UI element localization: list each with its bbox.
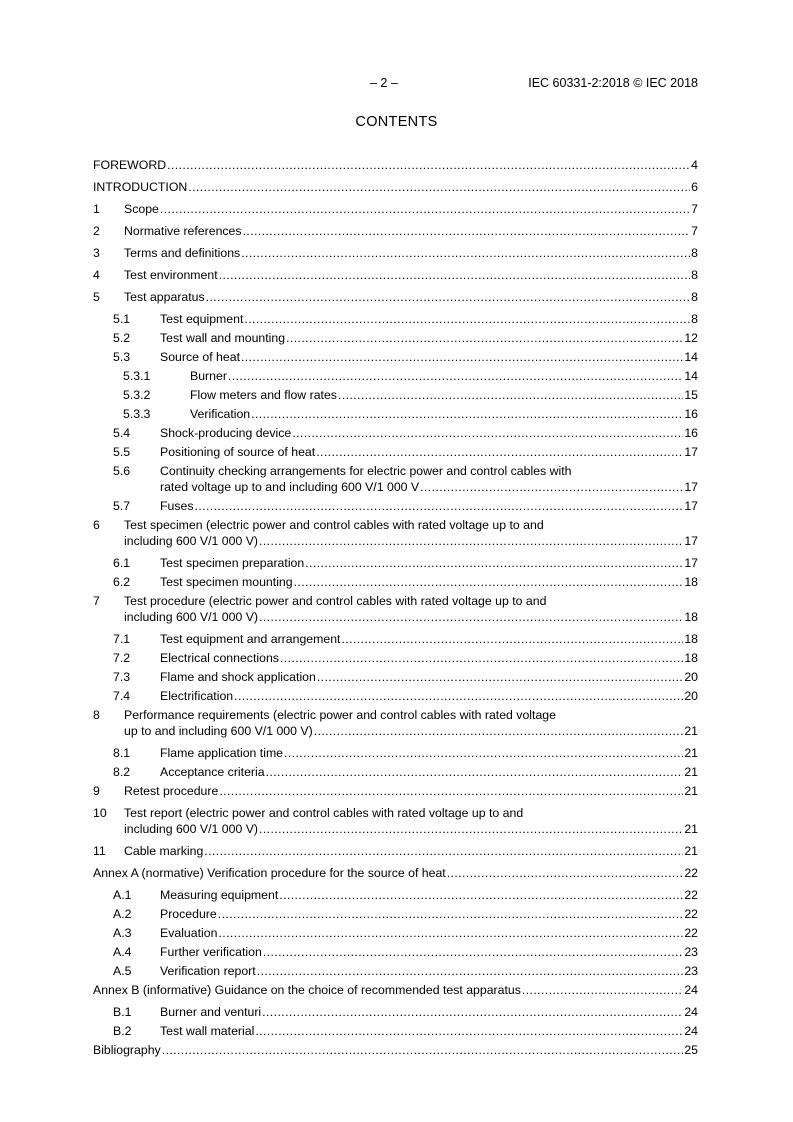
toc-number: 5 [93, 290, 100, 304]
toc-number: B.2 [113, 1024, 132, 1038]
toc-title-continued: including 600 V/1 000 V) [124, 610, 258, 624]
dot-leader [188, 179, 690, 195]
dot-leader [262, 1004, 683, 1020]
toc-page-number: 21 [684, 784, 698, 798]
toc-entry[interactable] [93, 593, 698, 625]
toc-title: Test wall material [160, 1024, 255, 1038]
toc-page-number: 23 [684, 945, 698, 959]
toc-page-number: 17 [684, 556, 698, 570]
dot-leader [420, 479, 683, 495]
toc-page-number: 8 [691, 246, 698, 260]
toc-title: Burner [190, 369, 227, 383]
toc-title: Continuity checking arrangements for electric power and control cables with [160, 464, 572, 478]
toc-number: 1 [93, 202, 100, 216]
toc-number: 5.3 [113, 350, 131, 364]
toc-page-number: 21 [684, 822, 698, 836]
toc-page-number: 18 [684, 651, 698, 665]
toc-page-number: 24 [684, 1024, 698, 1038]
toc-entry[interactable] [93, 498, 698, 514]
dot-leader [284, 745, 683, 761]
toc-number: 8 [93, 708, 100, 722]
dot-leader [305, 555, 683, 571]
dot-leader [195, 498, 684, 514]
dot-leader [251, 406, 683, 422]
toc-page-number: 24 [684, 1005, 698, 1019]
toc-title: Flame application time [160, 746, 284, 760]
toc-page-number: 8 [691, 290, 698, 304]
toc-title: FOREWORD [93, 158, 167, 172]
toc-entry[interactable] [93, 925, 698, 941]
toc-page-number: 12 [684, 331, 698, 345]
toc-page-number: 14 [684, 350, 698, 364]
toc-page-number: 22 [684, 888, 698, 902]
toc-title: Source of heat [160, 350, 240, 364]
toc-title: Annex A (normative) Verification procedure for the source of heat [93, 866, 446, 880]
toc-entry[interactable] [93, 574, 698, 590]
toc-entry[interactable] [93, 707, 698, 739]
toc-title: Test equipment and arrangement [160, 632, 341, 646]
toc-entry[interactable] [93, 906, 698, 922]
toc-number: A.2 [113, 907, 132, 921]
toc-title: Positioning of source of heat [160, 445, 316, 459]
toc-title: Electrification [160, 689, 234, 703]
toc-entry[interactable] [93, 783, 698, 799]
toc-entry[interactable] [93, 805, 698, 837]
toc-page-number: 18 [684, 575, 698, 589]
toc-entry[interactable] [93, 764, 698, 780]
toc-title: Test specimen preparation [160, 556, 305, 570]
toc-title: Burner and venturi [160, 1005, 262, 1019]
dot-leader [255, 1023, 683, 1039]
dot-leader [241, 245, 690, 261]
toc-page-number: 21 [684, 844, 698, 858]
toc-entry[interactable] [93, 157, 698, 173]
dot-leader [259, 821, 683, 837]
toc-number: 9 [93, 784, 100, 798]
toc-title-continued: up to and including 600 V/1 000 V) [124, 724, 313, 738]
toc-title: Test specimen mounting [160, 575, 293, 589]
dot-leader [316, 444, 683, 460]
toc-title: Cable marking [124, 844, 204, 858]
toc-page-number: 16 [684, 407, 698, 421]
toc-title: Flame and shock application [160, 670, 316, 684]
dot-leader [341, 631, 683, 647]
toc-page-number: 23 [684, 964, 698, 978]
dot-leader [263, 944, 683, 960]
toc-title: Test environment [124, 268, 218, 282]
toc-entry[interactable] [93, 517, 698, 549]
toc-number: 5.6 [113, 464, 131, 478]
toc-page-number: 22 [684, 926, 698, 940]
toc-number: 3 [93, 246, 100, 260]
toc-number: A.3 [113, 926, 132, 940]
toc-number: 7.4 [113, 689, 131, 703]
toc-number: A.1 [113, 888, 132, 902]
dot-leader [257, 963, 684, 979]
dot-leader [259, 609, 683, 625]
toc-page-number: 20 [684, 689, 698, 703]
toc-entry[interactable] [93, 688, 698, 704]
toc-number: A.4 [113, 945, 132, 959]
toc-number: 7 [93, 594, 100, 608]
dot-leader [266, 764, 684, 780]
dot-leader [243, 223, 691, 239]
table-of-contents [93, 157, 698, 1064]
toc-entry[interactable] [93, 444, 698, 460]
dot-leader [259, 533, 683, 549]
toc-entry[interactable] [93, 745, 698, 761]
toc-entry[interactable] [93, 982, 698, 998]
dot-leader [219, 267, 691, 283]
toc-number: 6 [93, 518, 100, 532]
toc-number: 7.3 [113, 670, 131, 684]
toc-number: 6.1 [113, 556, 131, 570]
toc-title: Bibliography [93, 1043, 161, 1057]
toc-page-number: 6 [691, 180, 698, 194]
toc-entry[interactable] [93, 463, 698, 495]
toc-page-number: 18 [684, 632, 698, 646]
toc-title: INTRODUCTION [93, 180, 188, 194]
dot-leader [294, 574, 684, 590]
toc-entry[interactable] [93, 631, 698, 647]
toc-page-number: 18 [684, 610, 698, 624]
toc-number: 8.2 [113, 765, 131, 779]
toc-title: Performance requirements (electric power and control cables with rated voltage [124, 708, 556, 722]
toc-entry[interactable] [93, 1042, 698, 1058]
toc-entry[interactable] [93, 650, 698, 666]
toc-title-continued: including 600 V/1 000 V) [124, 534, 258, 548]
toc-entry[interactable] [93, 223, 698, 239]
toc-title: Further verification [160, 945, 262, 959]
dot-leader [280, 650, 683, 666]
standard-reference: IEC 60331-2:2018 © IEC 2018 [528, 76, 698, 90]
dot-leader [219, 783, 683, 799]
toc-page-number: 7 [691, 202, 698, 216]
toc-entry[interactable] [93, 843, 698, 859]
dot-leader [244, 311, 690, 327]
toc-title: Electrical connections [160, 651, 279, 665]
toc-title: Shock-producing device [160, 426, 292, 440]
dot-leader [162, 1042, 684, 1058]
dot-leader [167, 157, 690, 173]
toc-title: Fuses [160, 499, 194, 513]
dot-leader [314, 723, 684, 739]
toc-number: 11 [93, 844, 106, 858]
toc-number: 7.2 [113, 651, 131, 665]
dot-leader [447, 865, 684, 881]
dot-leader [317, 669, 683, 685]
dot-leader [206, 289, 690, 305]
toc-entry[interactable] [93, 887, 698, 903]
toc-number: 2 [93, 224, 100, 238]
toc-page-number: 17 [684, 480, 698, 494]
toc-page-number: 21 [684, 724, 698, 738]
toc-page-number: 8 [691, 268, 698, 282]
toc-number: 5.3.3 [123, 407, 151, 421]
toc-page-number: 7 [691, 224, 698, 238]
toc-title: Measuring equipment [160, 888, 279, 902]
toc-number: 5.3.2 [123, 388, 151, 402]
toc-title: Scope [124, 202, 159, 216]
toc-entry[interactable] [93, 963, 698, 979]
toc-number: 5.1 [113, 312, 131, 326]
toc-entry[interactable] [93, 201, 698, 217]
dot-leader [218, 906, 684, 922]
toc-page-number: 4 [691, 158, 698, 172]
toc-entry[interactable] [93, 669, 698, 685]
toc-entry[interactable] [93, 349, 698, 365]
toc-entry[interactable] [93, 1004, 698, 1020]
toc-title: Normative references [124, 224, 242, 238]
toc-entry[interactable] [93, 1023, 698, 1039]
toc-title: Terms and definitions [124, 246, 241, 260]
toc-entry[interactable] [93, 267, 698, 283]
toc-title: Test apparatus [124, 290, 205, 304]
dot-leader [241, 349, 683, 365]
toc-number: 7.1 [113, 632, 131, 646]
toc-number: 5.2 [113, 331, 131, 345]
toc-number: 10 [93, 806, 107, 820]
toc-page-number: 17 [684, 499, 698, 513]
toc-number: A.5 [113, 964, 132, 978]
toc-number: 8.1 [113, 746, 131, 760]
toc-entry[interactable] [93, 387, 698, 403]
toc-title: Evaluation [160, 926, 218, 940]
toc-page-number: 22 [684, 866, 698, 880]
toc-entry[interactable] [93, 311, 698, 327]
toc-page-number: 21 [684, 746, 698, 760]
toc-title: Test wall and mounting [160, 331, 286, 345]
toc-page-number: 22 [684, 907, 698, 921]
toc-number: 4 [93, 268, 100, 282]
toc-entry[interactable] [93, 245, 698, 261]
dot-leader [522, 982, 683, 998]
toc-page-number: 17 [684, 445, 698, 459]
dot-leader [228, 368, 683, 384]
toc-page-number: 17 [684, 534, 698, 548]
toc-page-number: 24 [684, 983, 698, 997]
toc-entry[interactable] [93, 330, 698, 346]
toc-page-number: 15 [684, 388, 698, 402]
toc-title: Verification report [160, 964, 256, 978]
dot-leader [234, 688, 683, 704]
toc-page-number: 8 [691, 312, 698, 326]
toc-page-number: 21 [684, 765, 698, 779]
dot-leader [218, 925, 683, 941]
toc-page-number: 25 [684, 1043, 698, 1057]
toc-entry[interactable] [93, 289, 698, 305]
dot-leader [204, 843, 683, 859]
toc-title: Acceptance criteria [160, 765, 265, 779]
toc-entry[interactable] [93, 368, 698, 384]
toc-title-continued: rated voltage up to and including 600 V/1 000 V [160, 480, 420, 494]
toc-title: Procedure [160, 907, 217, 921]
page-number: – 2 – [370, 76, 398, 90]
toc-title: Test report (electric power and control cables with rated voltage up to and [124, 806, 524, 820]
toc-title: Test procedure (electric power and control cables with rated voltage up to and [124, 594, 547, 608]
toc-number: B.1 [113, 1005, 132, 1019]
page-title: CONTENTS [355, 114, 438, 130]
toc-number: 5.5 [113, 445, 131, 459]
toc-entry[interactable] [93, 944, 698, 960]
toc-entry[interactable] [93, 425, 698, 441]
toc-title: Flow meters and flow rates [190, 388, 337, 402]
toc-number: 5.7 [113, 499, 131, 513]
toc-title: Test specimen (electric power and control cables with rated voltage up to and [124, 518, 544, 532]
dot-leader [160, 201, 690, 217]
toc-entry[interactable] [93, 406, 698, 422]
toc-title: Annex B (informative) Guidance on the choice of recommended test apparatus [93, 983, 521, 997]
toc-page-number: 20 [684, 670, 698, 684]
toc-number: 5.3.1 [123, 369, 151, 383]
toc-title: Retest procedure [124, 784, 219, 798]
toc-entry[interactable] [93, 865, 698, 881]
dot-leader [338, 387, 683, 403]
toc-entry[interactable] [93, 179, 698, 195]
toc-page-number: 16 [684, 426, 698, 440]
toc-title: Verification [190, 407, 251, 421]
toc-title: Test equipment [160, 312, 244, 326]
dot-leader [286, 330, 683, 346]
toc-title-continued: including 600 V/1 000 V) [124, 822, 258, 836]
toc-number: 5.4 [113, 426, 131, 440]
toc-number: 6.2 [113, 575, 131, 589]
dot-leader [279, 887, 683, 903]
toc-page-number: 14 [684, 369, 698, 383]
dot-leader [292, 425, 683, 441]
toc-entry[interactable] [93, 555, 698, 571]
